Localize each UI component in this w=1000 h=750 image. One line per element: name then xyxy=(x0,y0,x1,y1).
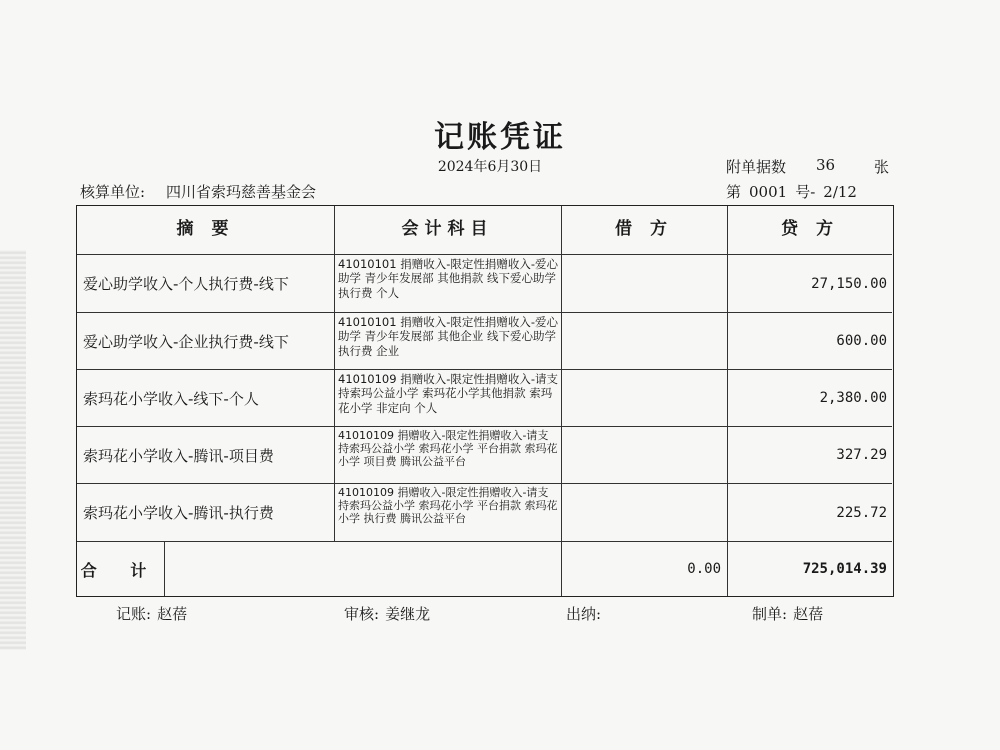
bookkeeper-label: 记账: xyxy=(116,605,152,623)
row-4-credit: 327.29 xyxy=(836,447,887,463)
voucher-page: 2/12 xyxy=(823,183,857,201)
header-debit: 借 方 xyxy=(615,219,673,239)
voucher-title: 记账凭证 xyxy=(434,120,566,155)
row-3-credit: 2,380.00 xyxy=(819,390,887,406)
accounting-unit-name: 四川省索玛慈善基金会 xyxy=(166,183,317,201)
row-3-debit xyxy=(561,370,727,426)
row-2-credit: 600.00 xyxy=(836,333,887,349)
preparer-label: 制单: xyxy=(752,605,788,623)
row-4-summary: 索玛花小学收入-腾讯-项目费 xyxy=(83,446,274,465)
row-1-account: 41010101 捐赠收入-限定性捐赠收入-爱心助学 青少年发展部 其他捐款 线下爱心助学 执行费 个人 xyxy=(338,257,558,300)
accounting-unit-label: 核算单位: xyxy=(80,183,146,201)
auditor-name: 姜继龙 xyxy=(385,605,431,623)
voucher-number-suffix: 号- xyxy=(795,183,816,201)
row-3-account: 41010109 捐赠收入-限定性捐赠收入-请支持索玛公益小学 索玛花小学其他捐款 索玛花小学 非定向 个人 xyxy=(338,372,558,415)
voucher-number-prefix: 第 xyxy=(726,183,742,201)
cashier-label: 出纳: xyxy=(566,605,602,623)
preparer-signature xyxy=(752,603,823,624)
row-5-credit: 225.72 xyxy=(836,504,887,521)
preparer-name: 赵蓓 xyxy=(793,605,824,623)
row-1-credit: 27,150.00 xyxy=(811,275,887,292)
header-account: 会计科目 xyxy=(401,219,494,239)
row-1-debit xyxy=(561,255,727,312)
row-5-debit xyxy=(561,484,727,541)
scan-edge-artifact xyxy=(0,250,26,650)
row-2-debit xyxy=(561,313,727,369)
attachment-label: 附单据数 xyxy=(726,158,787,176)
voucher-number-value: 0001 xyxy=(749,183,788,201)
bookkeeper-signature xyxy=(116,603,187,624)
auditor-signature xyxy=(344,603,430,624)
row-4-debit xyxy=(561,427,727,483)
total-debit: 0.00 xyxy=(687,561,721,577)
row-1-summary: 爱心助学收入-个人执行费-线下 xyxy=(83,275,289,293)
row-5-account: 41010109 捐赠收入-限定性捐赠收入-请支持索玛公益小学 索玛花小学 平台捐款 索玛花小学 执行费 腾讯公益平台 xyxy=(338,486,558,525)
row-2-account: 41010101 捐赠收入-限定性捐赠收入-爱心助学 青少年发展部 其他企业 线下爱心助学 执行费 企业 xyxy=(338,315,558,358)
cashier-signature xyxy=(566,603,607,624)
header-credit: 贷 方 xyxy=(781,219,839,239)
auditor-label: 审核: xyxy=(344,605,380,623)
voucher-date: 2024年6月30日 xyxy=(437,159,543,175)
bookkeeper-name: 赵蓓 xyxy=(157,605,188,623)
row-3-summary: 索玛花小学收入-线下-个人 xyxy=(83,389,259,408)
row-2-summary: 爱心助学收入-企业执行费-线下 xyxy=(83,332,289,351)
voucher-table xyxy=(76,205,894,597)
header-summary: 摘 要 xyxy=(176,219,235,239)
row-4-account: 41010109 捐赠收入-限定性捐赠收入-请支持索玛公益小学 索玛花小学 平台捐款 索玛花小学 项目费 腾讯公益平台 xyxy=(338,429,558,468)
row-5-summary: 索玛花小学收入-腾讯-执行费 xyxy=(83,504,274,522)
total-label: 合 计 xyxy=(80,560,161,580)
total-credit: 725,014.39 xyxy=(802,561,887,577)
attachment-unit: 张 xyxy=(874,158,890,176)
attachment-count: 36 xyxy=(816,156,836,174)
voucher-number xyxy=(726,181,865,202)
